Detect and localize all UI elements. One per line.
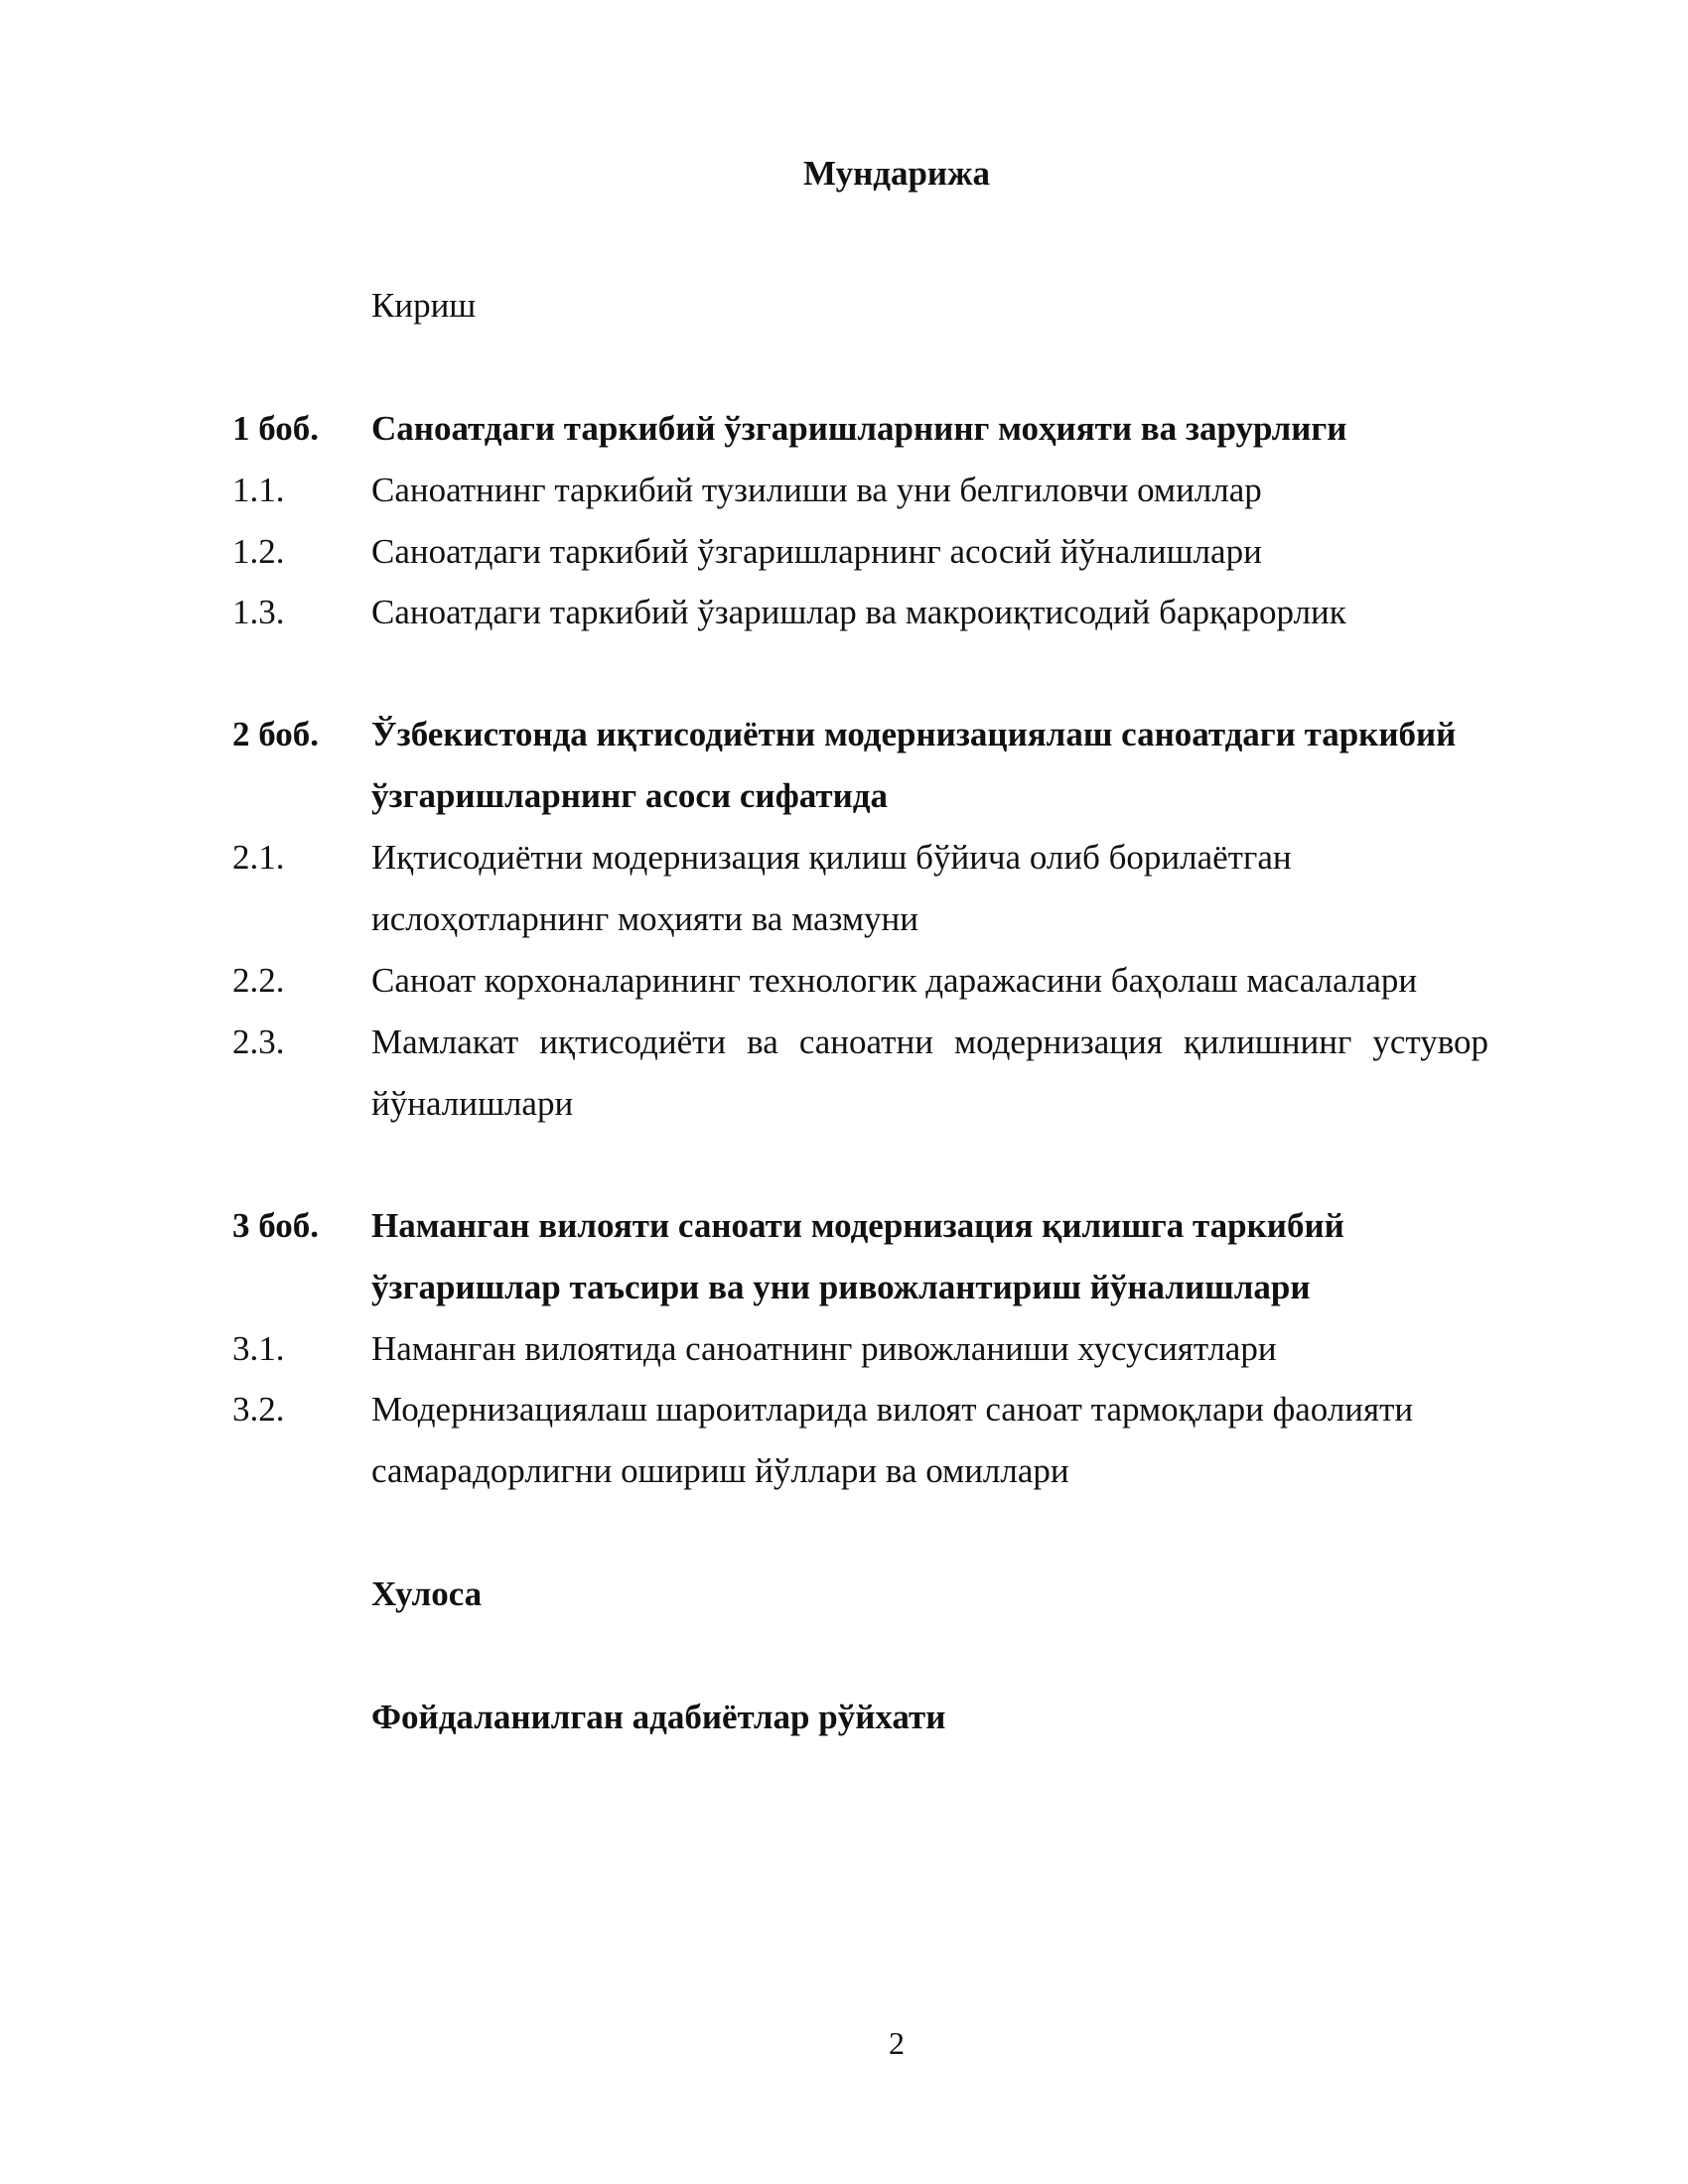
section-title: йўналишлари <box>371 1084 574 1123</box>
section-number: 2.2. <box>232 961 285 1000</box>
section-number: 2.3. <box>232 1023 285 1061</box>
chapter-number: 2 боб. <box>232 715 320 753</box>
toc-intro-label: Кириш <box>371 286 477 325</box>
section-title: Саноатдаги таркибий ўзаришлар ва макроиқтисодий барқарорлик <box>371 593 1346 631</box>
section-number: 3.1. <box>232 1329 285 1368</box>
section-title: ислоҳотларнинг моҳияти ва мазмуни <box>371 899 918 938</box>
section-number: 1.2. <box>232 532 285 571</box>
chapter-title: Ўзбекистонда иқтисодиётни модернизациялаш саноатдаги таркибий <box>371 715 1457 753</box>
chapter-title: ўзгаришлар таъсири ва уни ривожлантириш йўналишлари <box>371 1268 1311 1306</box>
section-title: Саноатнинг таркибий тузилиши ва уни белгиловчи омиллар <box>371 471 1262 509</box>
section-title: Наманган вилоятида саноатнинг ривожланиши хусусиятлари <box>371 1329 1277 1368</box>
chapter-title: Саноатдаги таркибий ўзгаришларнинг моҳияти ва зарурлиги <box>371 409 1347 448</box>
section-number: 2.1. <box>232 838 285 877</box>
page-title: Мундарижа <box>803 154 990 193</box>
chapter-number: 1 боб. <box>232 409 320 448</box>
section-title: Иқтисодиётни модернизация қилиш бўйича олиб борилаётган <box>371 838 1292 877</box>
page-number: 2 <box>889 2025 905 2061</box>
section-title: самарадорлигни ошириш йўллари ва омиллари <box>371 1451 1069 1490</box>
section-title: Саноат корхоналарининг технологик даражасини баҳолаш масалалари <box>371 961 1418 1000</box>
chapter-title: Наманган вилояти саноати модернизация қилишга таркибий <box>371 1206 1344 1245</box>
section-title: Мамлакат иқтисодиёти ва саноатни модернизация қилишнинг устувор <box>371 1023 1488 1061</box>
chapter-title: ўзгаришларнинг асоси сифатида <box>371 776 888 815</box>
references-label: Фойдаланилган адабиётлар рўйхати <box>371 1698 946 1736</box>
conclusion-label: Хулоса <box>371 1574 483 1613</box>
chapter-number: 3 боб. <box>232 1206 320 1245</box>
section-number: 3.2. <box>232 1390 285 1429</box>
section-title: Модернизациялаш шароитларида вилоят саноат тармоқлари фаолияти <box>371 1390 1414 1429</box>
section-title: Саноатдаги таркибий ўзгаришларнинг асосий йўналишлари <box>371 532 1262 571</box>
section-number: 1.1. <box>232 471 285 509</box>
section-number: 1.3. <box>232 593 285 631</box>
